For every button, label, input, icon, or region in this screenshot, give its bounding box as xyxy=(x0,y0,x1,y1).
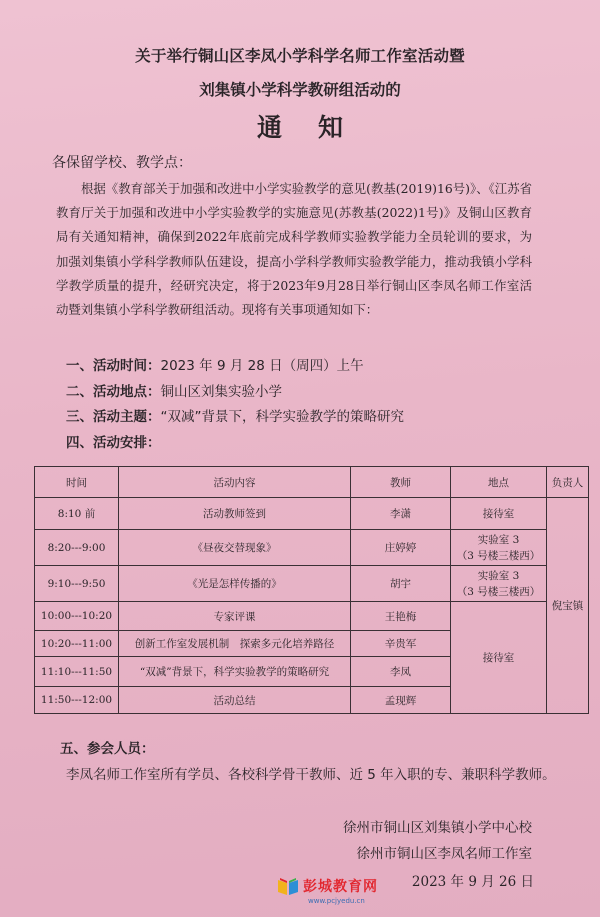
cell-content: 《昼夜交替现象》 xyxy=(119,530,351,566)
schedule-table xyxy=(34,466,589,714)
item-schedule-label: 四、活动安排： xyxy=(66,435,161,451)
table-header-row xyxy=(35,467,589,498)
signature-date: 2023 年 9 月 26 日 xyxy=(411,874,534,890)
header-time: 时间 xyxy=(35,467,119,498)
salutation: 各保留学校、教学点： xyxy=(52,155,192,171)
item-location-label: 二、活动地点： xyxy=(66,384,161,400)
cell-location xyxy=(451,566,547,602)
cell-owner: 倪宝镇 xyxy=(547,498,589,714)
header-location: 地点 xyxy=(451,467,547,498)
cell-location: 接待室 xyxy=(451,498,547,530)
cell-time: 8:10 前 xyxy=(35,498,119,530)
cell-content: “双减”背景下，科学实验教学的策略研究 xyxy=(119,657,351,687)
table-row xyxy=(35,530,589,566)
signature-org-2: 徐州市铜山区李凤名师工作室 xyxy=(356,846,532,862)
title-line-2: 刘集镇小学科学教研组活动的 xyxy=(199,81,401,99)
item-time-value: 2023 年 9 月 28 日（周四）上午 xyxy=(160,358,364,374)
cell-content: 《光是怎样传播的》 xyxy=(119,566,351,602)
cell-teacher: 李凤 xyxy=(351,657,451,687)
cell-teacher: 辛贵军 xyxy=(351,631,451,657)
header-teacher: 教师 xyxy=(351,467,451,498)
table-row xyxy=(35,498,589,530)
header-content: 活动内容 xyxy=(119,467,351,498)
cell-time: 11:50---12:00 xyxy=(35,687,119,714)
cell-location xyxy=(451,530,547,566)
lab-name: 实验室 3 xyxy=(477,533,520,546)
signature-org-1: 徐州市铜山区刘集镇小学中心校 xyxy=(343,820,532,836)
attendees-text: 李凤名师工作室所有学员、各校科学骨干教师、近 5 年入职的专、兼职科学教师。 xyxy=(66,767,556,783)
watermark xyxy=(277,876,378,896)
item-theme-label: 三、活动主题： xyxy=(66,409,161,425)
section-5-heading: 五、参会人员： xyxy=(60,741,155,757)
cell-teacher: 李潇 xyxy=(351,498,451,530)
cell-content: 专家评课 xyxy=(119,602,351,631)
header-owner: 负责人 xyxy=(547,467,589,498)
item-time-label: 一、活动时间： xyxy=(66,358,161,374)
cell-time: 8:20---9:00 xyxy=(35,530,119,566)
lab-name: 实验室 3 xyxy=(477,569,520,582)
table-row xyxy=(35,602,589,631)
cell-teacher: 庄婷婷 xyxy=(351,530,451,566)
notice-body: 根据《教育部关于加强和改进中小学实验教学的意见(教基(2019)16号)》、《江苏省教育厅关于加强和改进中小学实验教学的实施意见(苏教基(2022)1号)》及铜山区教育局有关通知精神，确保到2022年底前完成科学教师实验教学能力全员轮训的要求，为加强刘集镇小学科学教师队伍建设，提高小学科学教师实验教学能力，推动我镇小学科学教学质量的提升，经研究决定，将于2023年9月28日举行铜山区李凤名师工作室活动暨刘集镇小学科学教研组活动。现将有关事项通知如下： xyxy=(56,181,532,318)
cell-time: 10:00---10:20 xyxy=(35,602,119,631)
book-logo-icon xyxy=(277,876,299,896)
item-schedule xyxy=(66,431,161,451)
watermark-brand: 彭城教育网 xyxy=(303,879,378,895)
cell-content: 活动教师签到 xyxy=(119,498,351,530)
item-location-value: 铜山区刘集实验小学 xyxy=(160,384,282,400)
cell-teacher: 王艳梅 xyxy=(351,602,451,631)
cell-content: 活动总结 xyxy=(119,687,351,714)
item-theme xyxy=(66,405,404,425)
watermark-url: www.pcjyedu.cn xyxy=(308,897,365,905)
item-theme-value: “双减”背景下，科学实验教学的策略研究 xyxy=(160,409,404,425)
notice-title: 通知 xyxy=(256,113,379,142)
lab-building: （3 号楼三楼西） xyxy=(456,585,541,598)
item-time xyxy=(66,354,364,374)
cell-time: 10:20---11:00 xyxy=(35,631,119,657)
title-line-1: 关于举行铜山区李凤小学科学名师工作室活动暨 xyxy=(135,47,465,65)
cell-time: 11:10---11:50 xyxy=(35,657,119,687)
cell-teacher: 胡宇 xyxy=(351,566,451,602)
cell-location: 接待室 xyxy=(451,602,547,714)
cell-content: 创新工作室发展机制 探索多元化培养路径 xyxy=(119,631,351,657)
table-row xyxy=(35,566,589,602)
cell-time: 9:10---9:50 xyxy=(35,566,119,602)
lab-building: （3 号楼三楼西） xyxy=(456,549,541,562)
cell-teacher: 孟现辉 xyxy=(351,687,451,714)
item-location xyxy=(66,380,282,400)
